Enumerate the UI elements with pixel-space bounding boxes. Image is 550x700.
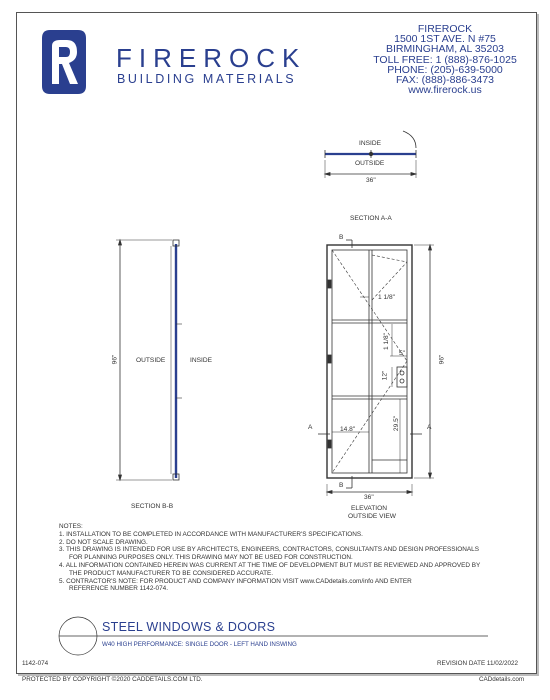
company-name: FIREROCK bbox=[417, 23, 473, 35]
logo-wordmark: FIREROCK bbox=[116, 43, 307, 73]
company-toll-free: TOLL FREE: 1 (888)-876-1025 bbox=[373, 53, 517, 66]
drawing-subtitle: W40 HIGH PERFORMANCE: SINGLE DOOR - LEFT HAND INSWING bbox=[102, 641, 297, 648]
revision-date: REVISION DATE 11/02/2022 bbox=[437, 660, 518, 667]
section-bb-outside-label: OUTSIDE bbox=[136, 357, 166, 364]
dim-96-elevation: 96" bbox=[438, 354, 446, 365]
dim-14-8: 14.8" bbox=[340, 426, 356, 433]
company-address: 1500 1ST AVE. N #75 bbox=[394, 33, 496, 46]
notes-heading: NOTES: bbox=[59, 523, 83, 530]
dim-29-5: 29.5" bbox=[393, 415, 401, 432]
copyright-notice: PROTECTED BY COPYRIGHT ©2020 CADDETAILS.COM LTD. bbox=[22, 676, 203, 683]
company-city: BIRMINGHAM, AL 35203 bbox=[385, 43, 505, 56]
section-aa-title: SECTION A-A bbox=[350, 215, 392, 222]
note-line: 5. CONTRACTOR'S NOTE: FOR PRODUCT AND COMPANY INFORMATION VISIT www.CADdetails.com/info AND ENTER bbox=[59, 577, 412, 585]
note-line: REFERENCE NUMBER 1142-074. bbox=[69, 585, 168, 593]
note-line: 4. ALL INFORMATION CONTAINED HEREIN WAS CURRENT AT THE TIME OF DEVELOPMENT BUT MUST BE REVIEWED AND APPROVED BY bbox=[59, 561, 481, 569]
elevation-subcaption: OUTSIDE VIEW bbox=[348, 513, 396, 520]
company-phone: PHONE: (205)-639-5000 bbox=[387, 63, 503, 76]
firerock-logo-mark bbox=[42, 30, 86, 94]
company-website[interactable]: www.firerock.us bbox=[408, 84, 482, 97]
note-line: 1. INSTALLATION TO BE COMPLETED IN ACCORDANCE WITH MANUFACTURER'S SPECIFICATIONS. bbox=[59, 530, 363, 538]
drawing-title: STEEL WINDOWS & DOORS bbox=[102, 620, 276, 634]
reference-number: 1142-074 bbox=[22, 660, 49, 667]
section-bb-height-dim: 96" bbox=[111, 354, 119, 365]
elevation-width-dim: 36" bbox=[364, 494, 374, 501]
company-fax: FAX: (888)-886-3473 bbox=[395, 74, 495, 87]
note-line: FOR PLANNING PURPOSES ONLY. THIS DRAWING MAY NOT BE USED FOR CONSTRUCTION. bbox=[69, 554, 353, 562]
logo-tagline: BUILDING MATERIALS bbox=[117, 72, 297, 86]
section-bb-caption: SECTION B-B bbox=[131, 503, 174, 510]
note-line: 3. THIS DRAWING IS INTENDED FOR USE BY ARCHITECTS, ENGINEERS, CONTRACTORS, CONSULTANTS AND DESIGN PROFESSIONALS bbox=[59, 546, 479, 554]
note-line: THE PRODUCT MANUFACTURER TO BE CONSIDERED ACCURATE. bbox=[69, 569, 274, 577]
plan-inside-label: INSIDE bbox=[359, 140, 381, 147]
notes-block bbox=[59, 523, 480, 593]
plan-view bbox=[325, 131, 416, 178]
dim-1-18-horizontal: 1 1/8" bbox=[378, 294, 396, 301]
section-b-marker-top: B bbox=[339, 234, 344, 241]
elevation-view bbox=[318, 240, 434, 496]
section-bb-inside-label: INSIDE bbox=[190, 357, 212, 364]
dim-1-18-vertical: 1 1/8" bbox=[383, 332, 391, 351]
elevation-caption: ELEVATION bbox=[351, 505, 388, 512]
dim-12: 12" bbox=[381, 370, 389, 381]
dim-5: 5" bbox=[399, 350, 406, 357]
section-a-marker-right: A bbox=[427, 424, 432, 431]
company-info bbox=[360, 24, 530, 95]
plan-outside-label: OUTSIDE bbox=[355, 160, 385, 167]
section-b-marker-bottom: B bbox=[339, 482, 344, 489]
plan-width-dim: 36" bbox=[366, 177, 376, 184]
note-line: 2. DO NOT SCALE DRAWING. bbox=[59, 538, 148, 546]
caddetails-link[interactable]: CADdetails.com bbox=[479, 676, 525, 683]
section-a-marker-left: A bbox=[308, 424, 313, 431]
